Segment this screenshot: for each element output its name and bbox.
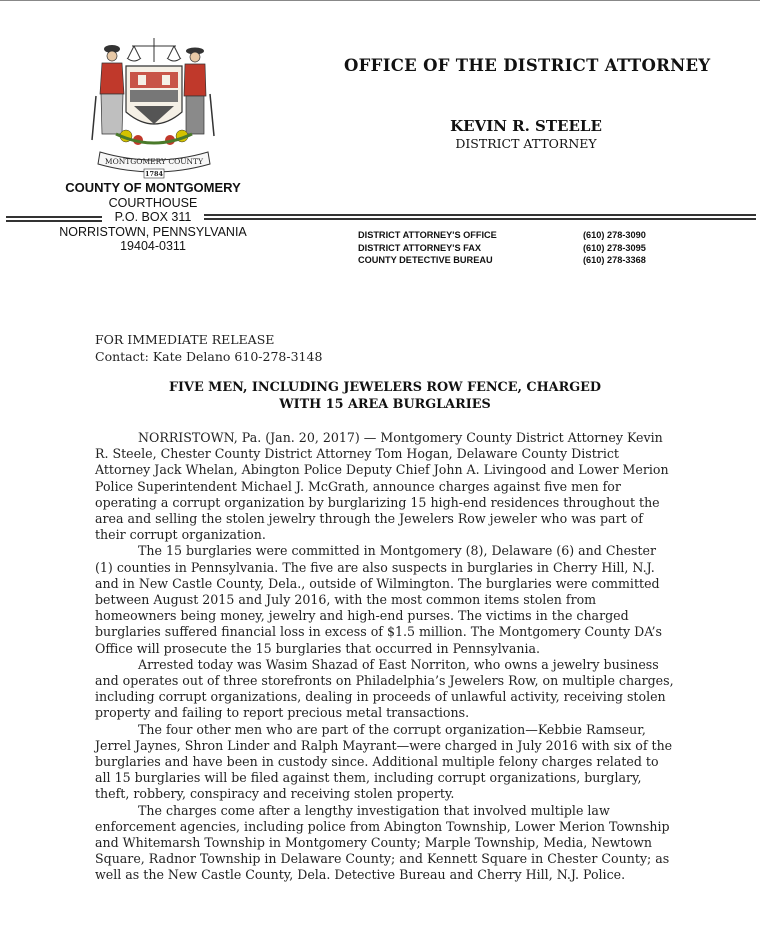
paragraph: The four other men who are part of the corrupt organization—Kebbie Ramseur, Jerrel Jaynes, Shron Linder and Ralph Mayrant—were charged in July 2016 with six of the burglaries and have been in custody since. Additional multiple felony charges related to all 15 burglaries will be filed against them, including corrupt organizations, burglary, theft, robbery, conspiracy and receiving stolen property. [95, 721, 673, 802]
paragraph: Arrested today was Wasim Shazad of East Norriton, who owns a jewelry business and operates out of three storefronts on Philadelphia’s Jewelers Row, on multiple charges, including corrupt organizations, dealing in proceeds of unlawful activity, receiving stolen property and failing to report precious metal transactions. [95, 656, 674, 721]
contact-phone-office: (610) 278-3090 [583, 230, 646, 240]
release-contact: Contact: Kate Delano 610-278-3148 [95, 349, 323, 364]
county-courthouse: COURTHOUSE [108, 196, 198, 210]
paragraph: The charges come after a lengthy investigation that involved multiple law enforcement agencies, including police from Abington Township, Lower Merion Township and Whitemarsh Township in Montgomery County; Marple Township, Media, Newtown Square, Radnor Township in Delaware County; and Kennett Square in Chester County; as well as the New Castle County, Dela. Detective Bureau and Cherry Hill, N.J. Police. [95, 802, 670, 883]
county-name: COUNTY OF MONTGOMERY [65, 180, 241, 195]
county-city: NORRISTOWN, PENNSYLVANIA [59, 225, 247, 239]
flowers-icon [116, 130, 192, 145]
shield-icon [126, 66, 182, 124]
contact-phone-fax: (610) 278-3095 [583, 242, 646, 253]
scales-icon [127, 38, 181, 62]
seal-banner [98, 152, 210, 178]
headline-line-2: WITH 15 AREA BURGLARIES [279, 397, 491, 412]
county-po-box: P.O. BOX 311 [114, 210, 192, 224]
contact-phone-detective: (610) 278-3368 [583, 255, 646, 265]
headline-line-1: FIVE MEN, INCLUDING JEWELERS ROW FENCE, CHARGED [168, 380, 602, 395]
left-figure-icon [92, 45, 124, 140]
seal-year: 1784 [144, 170, 164, 178]
right-figure-icon [184, 48, 214, 137]
district-attorney-name: KEVIN R. STEELE [450, 117, 602, 135]
office-title: OFFICE OF THE DISTRICT ATTORNEY [344, 56, 711, 75]
top-border [0, 0, 760, 1]
county-zip: 19404-0311 [120, 239, 186, 253]
letterhead-rule-right-2 [204, 218, 756, 220]
contact-labels [358, 229, 497, 267]
release-notice: FOR IMMEDIATE RELEASE [95, 332, 275, 347]
headline [115, 379, 655, 413]
paragraph: NORRISTOWN, Pa. (Jan. 20, 2017) — Montgomery County District Attorney Kevin R. Steele, Chester County District Attorney Tom Hogan, Delaware County District Attorney Jack Whelan, Abington Police Deputy Chief John A. Livingood and Lower Merion Police Superintendent Michael J. McGrath, announce charges against five men for operating a corrupt organization by burglarizing 15 high-end residences throughout the area and selling the stolen jewelry through the Jewelers Row jeweler who was part of their corrupt organization. [95, 430, 669, 543]
contact-label-detective: COUNTY DETECTIVE BUREAU [358, 255, 493, 265]
contact-label-office: DISTRICT ATTORNEY'S OFFICE [358, 230, 497, 240]
seal-banner-text: MONTGOMERY COUNTY [104, 157, 204, 166]
contact-phones [583, 229, 646, 267]
release-block [95, 331, 322, 365]
district-attorney-title: DISTRICT ATTORNEY [455, 136, 597, 151]
letterhead-rule-right [204, 214, 756, 216]
county-seal [86, 36, 222, 180]
article-body [95, 430, 675, 884]
paragraph: The 15 burglaries were committed in Montgomery (8), Delaware (6) and Chester (1) counties in Pennsylvania. The five are also suspects in burglaries in Cherry Hill, N.J. and in New Castle County, Dela., outside of Wilmington. The burglaries were committed between August 2015 and July 2016, with the most common items stolen from homeowners being money, jewelry and high-end purses. The victims in the charged burglaries suffered financial loss in excess of $1.5 million. The Montgomery County DA’s Office will prosecute the 15 burglaries that occurred in Pennsylvania. [95, 543, 662, 656]
letterhead-rule-left-2 [6, 220, 102, 222]
contact-label-fax: DISTRICT ATTORNEY'S FAX [358, 242, 481, 253]
letterhead-rule-left [6, 216, 102, 218]
